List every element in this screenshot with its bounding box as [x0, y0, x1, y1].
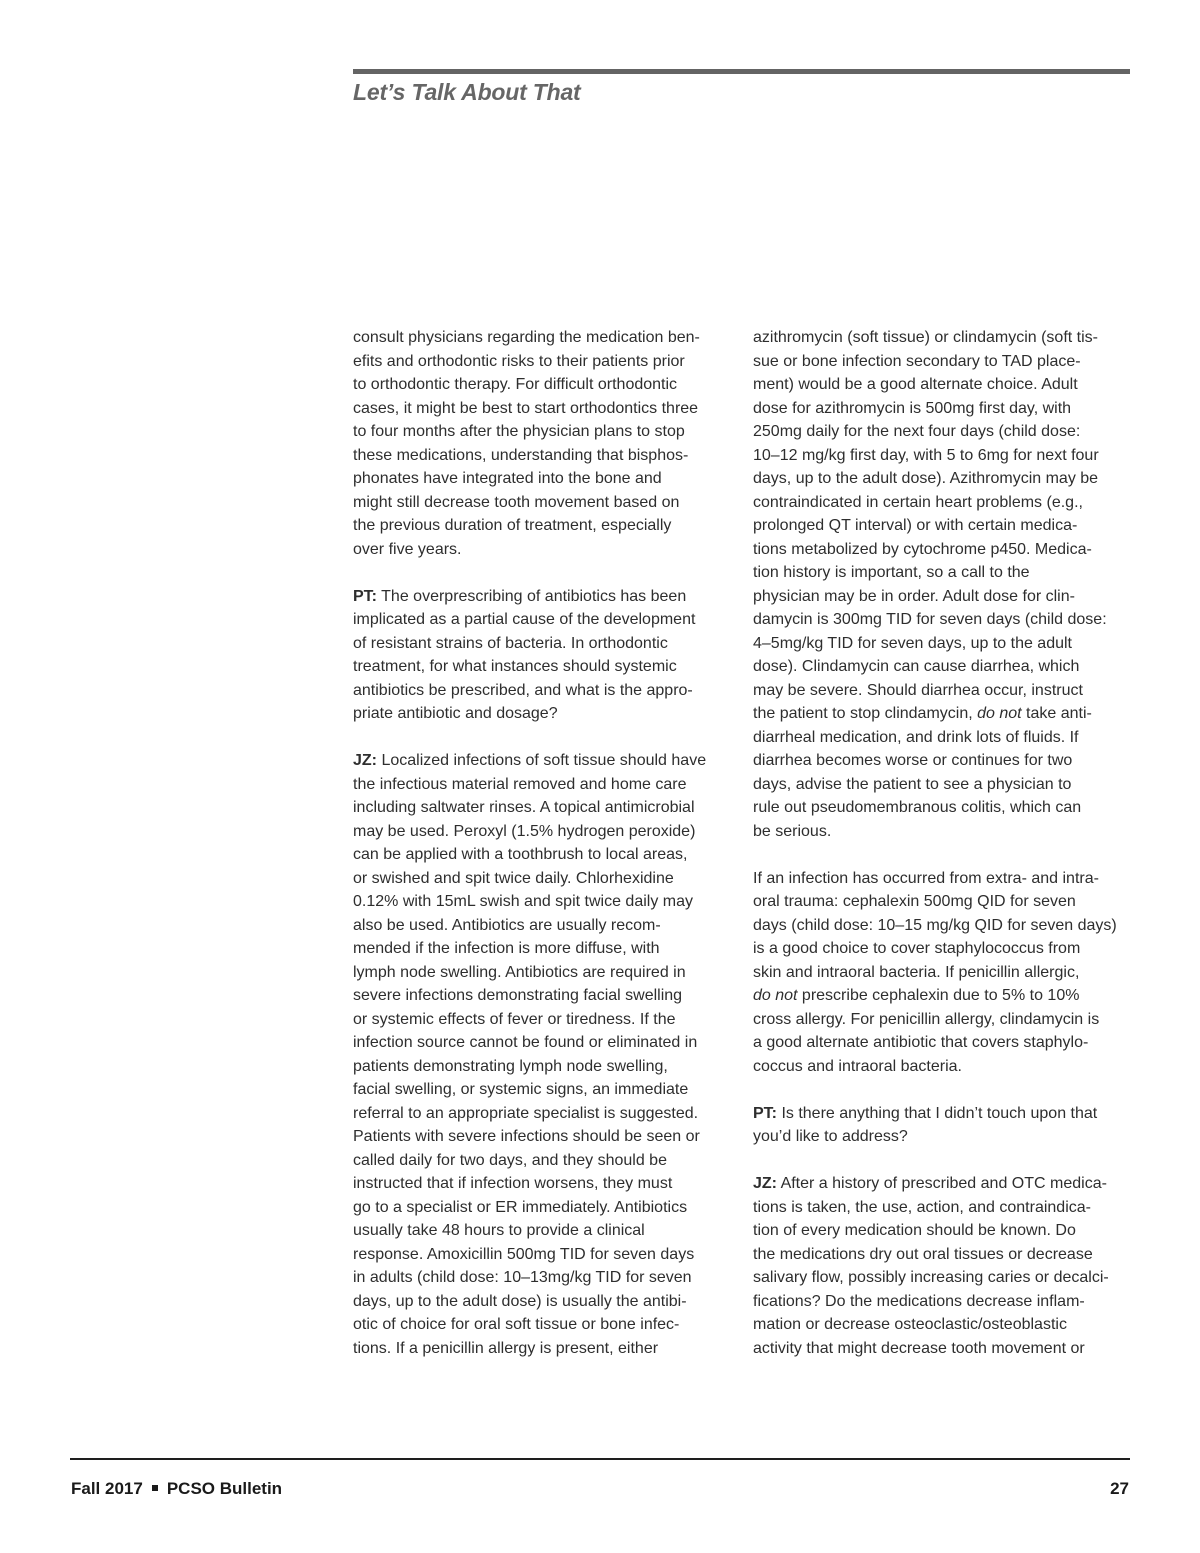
text-line: antibiotics be prescribed, and what is the appro-: [353, 681, 693, 699]
speaker-label: PT:: [353, 587, 377, 605]
text-line: these medications, understanding that bisphos-: [353, 446, 689, 464]
emphasis-text: do not: [753, 987, 798, 1004]
header-rule: [353, 69, 1130, 74]
paragraph: [753, 326, 1131, 843]
text-line: consult physicians regarding the medication ben-: [353, 329, 700, 346]
text-line: skin and intraoral bacteria. If penicillin allergic,: [753, 963, 1080, 981]
text-line: also be used. Antibiotics are usually recom-: [353, 916, 661, 934]
text-line: diarrhea becomes worse or continues for two: [753, 752, 1073, 769]
text-line: is a good choice to cover staphylococcus from: [753, 940, 1081, 957]
text-line: efits and orthodontic risks to their patients prior: [353, 352, 685, 370]
text-line: dose). Clindamycin can cause diarrhea, which: [753, 658, 1080, 675]
text-line: fications? Do the medications decrease inflam-: [753, 1292, 1085, 1310]
text-line: azithromycin (soft tissue) or clindamycin (soft tis-: [753, 329, 1098, 346]
text-line: usually take 48 hours to provide a clinical: [353, 1222, 645, 1239]
text-line: ment) would be a good alternate choice. Adult: [753, 376, 1078, 393]
text-line: treatment, for what instances should systemic: [353, 658, 677, 675]
text-line: physician may be in order. Adult dose for clin-: [753, 587, 1075, 605]
paragraph: [353, 326, 731, 561]
text-line: 0.12% with 15mL swish and spit twice daily may: [353, 893, 693, 910]
text-line: days, up to the adult dose) is usually the antibi-: [353, 1292, 687, 1310]
footer-issue: Fall 2017: [71, 1479, 143, 1498]
text-line: 250mg daily for the next four days (child dose:: [753, 423, 1081, 440]
text-line: sue or bone infection secondary to TAD place-: [753, 352, 1081, 370]
text-line: facial swelling, or systemic signs, an immediate: [353, 1081, 689, 1098]
right-column: [753, 326, 1131, 1360]
text-line: may be severe. Should diarrhea occur, instruct: [753, 681, 1083, 699]
text-line: [353, 585, 731, 609]
paragraph: [353, 749, 731, 1360]
text-fragment: take anti-: [1021, 705, 1092, 722]
square-bullet-icon: [152, 1485, 158, 1491]
text-line: days, up to the adult dose). Azithromycin may be: [753, 470, 1099, 487]
text-line: rule out pseudomembranous colitis, which can: [753, 799, 1082, 816]
text-line: might still decrease tooth movement based on: [353, 493, 680, 511]
text-line: tion of every medication should be known. Do: [753, 1222, 1076, 1239]
text-line: or swished and spit twice daily. Chlorhexidine: [353, 869, 674, 887]
text-line: patients demonstrating lymph node swelling,: [353, 1057, 668, 1075]
text-line: to four months after the physician plans to stop: [353, 423, 685, 440]
speaker-label: JZ:: [753, 1175, 777, 1192]
text-line: to orthodontic therapy. For difficult orthodontic: [353, 376, 678, 393]
text-line: cross allergy. For penicillin allergy, clindamycin is: [753, 1010, 1100, 1028]
text-line: mation or decrease osteoclastic/osteoblastic: [753, 1316, 1067, 1333]
text-line: the medications dry out oral tissues or decrease: [753, 1245, 1093, 1263]
paragraph: [753, 867, 1131, 1079]
text-line: severe infections demonstrating facial swelling: [353, 987, 683, 1004]
text-line: otic of choice for oral soft tissue or bone infec-: [353, 1316, 680, 1333]
text-line: days (child dose: 10–15 mg/kg QID for seven days): [753, 916, 1117, 934]
text-line: 4–5mg/kg TID for seven days, up to the adult: [753, 634, 1072, 652]
paragraph: [353, 585, 731, 726]
text-line: response. Amoxicillin 500mg TID for seven days: [353, 1245, 695, 1263]
text-line: [753, 1172, 1131, 1196]
text-line: of resistant strains of bacteria. In orthodontic: [353, 634, 668, 652]
paragraph: [753, 1102, 1131, 1149]
text-line: may be used. Peroxyl (1.5% hydrogen peroxide): [353, 822, 696, 840]
text-line: or systemic effects of fever or tiredness. If the: [353, 1010, 676, 1028]
text-line: infection source cannot be found or eliminated in: [353, 1034, 698, 1051]
text-line: implicated as a partial cause of the development: [353, 611, 696, 628]
text-line: [353, 749, 731, 773]
footer-publication: PCSO Bulletin: [166, 1479, 283, 1498]
text-line: days, advise the patient to see a physician to: [753, 775, 1072, 793]
text-fragment: the patient to stop clindamycin,: [753, 705, 978, 722]
paragraph-gap: [353, 726, 731, 750]
text-line: diarrheal medication, and drink lots of fluids. If: [753, 728, 1079, 746]
text-line: activity that might decrease tooth movement or: [753, 1339, 1085, 1357]
left-column: [353, 326, 731, 1360]
text-line: instructed that if infection worsens, they must: [353, 1175, 673, 1192]
text-line: over five years.: [353, 540, 462, 558]
text-line: cases, it might be best to start orthodontics three: [353, 399, 699, 417]
text-line: coccus and intraoral bacteria.: [753, 1057, 962, 1075]
text-line: [753, 1102, 1131, 1126]
text-line: priate antibiotic and dosage?: [353, 705, 558, 722]
text-line: a good alternate antibiotic that covers staphylo-: [753, 1034, 1089, 1051]
speaker-label: JZ:: [353, 752, 377, 769]
text-line: referral to an appropriate specialist is suggested.: [353, 1104, 699, 1122]
footer-rule: [70, 1458, 1130, 1460]
text-line: dose for azithromycin is 500mg first day, with: [753, 399, 1072, 417]
text-line: mended if the infection is more diffuse, with: [353, 940, 660, 957]
text-line: called daily for two days, and they should be: [353, 1151, 667, 1169]
text-line: tions is taken, the use, action, and contraindica-: [753, 1198, 1091, 1216]
text-line: be serious.: [753, 822, 832, 840]
text-line: in adults (child dose: 10–13mg/kg TID for seven: [353, 1269, 692, 1286]
text-line: 10–12 mg/kg first day, with 5 to 6mg for next four: [753, 446, 1099, 464]
text-line: can be applied with a toothbrush to local areas,: [353, 846, 688, 863]
speaker-label: PT:: [753, 1104, 777, 1122]
text-line: [753, 984, 1131, 1008]
text-line: phonates have integrated into the bone and: [353, 470, 662, 487]
paragraph-gap: [753, 1078, 1131, 1102]
text-line: the infectious material removed and home care: [353, 775, 687, 793]
text-line: oral trauma: cephalexin 500mg QID for seven: [753, 893, 1076, 910]
paragraph-gap: [753, 1149, 1131, 1173]
section-title: Let’s Talk About That: [353, 79, 581, 105]
text-fragment: Localized infections of soft tissue should have: [377, 752, 707, 769]
text-fragment: The overprescribing of antibiotics has been: [377, 587, 687, 605]
text-line: the previous duration of treatment, especially: [353, 517, 672, 534]
emphasis-text: do not: [977, 705, 1022, 722]
paragraph-gap: [353, 561, 731, 585]
text-line: prolonged QT interval) or with certain medica-: [753, 517, 1078, 534]
paragraph: [753, 1172, 1131, 1360]
text-line: go to a specialist or ER immediately. Antibiotics: [353, 1198, 688, 1216]
text-line: tion history is important, so a call to the: [753, 564, 1030, 581]
text-line: you’d like to address?: [753, 1128, 908, 1145]
page-number: 27: [1110, 1479, 1129, 1498]
text-line: lymph node swelling. Antibiotics are required in: [353, 963, 686, 981]
paragraph-gap: [753, 843, 1131, 867]
text-line: damycin is 300mg TID for seven days (child dose:: [753, 611, 1107, 628]
text-line: [753, 702, 1131, 726]
text-line: contraindicated in certain heart problems (e.g.,: [753, 493, 1083, 511]
text-line: salivary flow, possibly increasing caries or decalci-: [753, 1269, 1109, 1286]
footer-issue-line: [71, 1479, 282, 1499]
text-fragment: After a history of prescribed and OTC medica-: [777, 1175, 1107, 1192]
text-fragment: Is there anything that I didn’t touch upon that: [777, 1104, 1098, 1122]
text-line: including saltwater rinses. A topical antimicrobial: [353, 799, 695, 816]
text-line: Patients with severe infections should be seen or: [353, 1128, 700, 1145]
text-fragment: prescribe cephalexin due to 5% to 10%: [797, 987, 1080, 1004]
text-line: tions metabolized by cytochrome p450. Medica-: [753, 540, 1092, 558]
text-line: tions. If a penicillin allergy is present, either: [353, 1339, 659, 1357]
text-line: If an infection has occurred from extra- and intra-: [753, 869, 1099, 887]
